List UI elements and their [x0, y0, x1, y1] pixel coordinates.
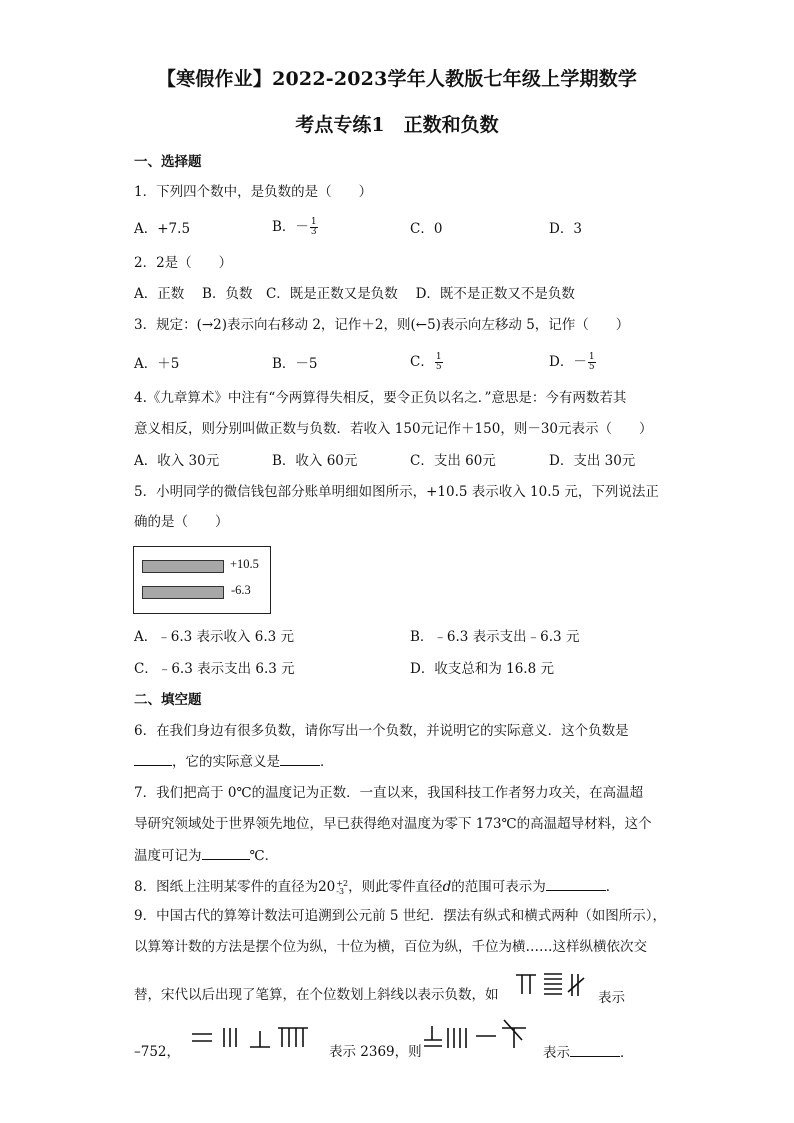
tolerance: +2 -3: [336, 878, 349, 896]
q9-line-3-end: 表示: [598, 990, 625, 1006]
answer-blank[interactable]: [546, 876, 606, 891]
q1-stem: 1．下列四个数中，是负数的是（ ）: [134, 184, 373, 200]
q9-line-4-a: –752，: [134, 1044, 181, 1060]
q3-option-d: D．－ $\frac{1}{5}$: [549, 352, 595, 372]
counting-rods-2369: [190, 1025, 312, 1051]
q1-option-b: B．－ $\frac{1}{3}$: [272, 217, 317, 237]
q1-option-a: A．+7.5: [134, 221, 191, 237]
income-bar: [142, 560, 224, 573]
q5-option-b: B．﹣6.3 表示支出﹣6.3 元: [410, 629, 580, 645]
expense-label: -6.3: [231, 583, 251, 597]
section-fill-heading: 二、填空题: [134, 692, 202, 708]
q7-line-3: 温度可记为 ℃．: [134, 845, 278, 866]
q1-option-d: D．3: [549, 221, 582, 237]
q5-option-c: C．﹣6.3 表示支出 6.3 元: [134, 661, 295, 677]
q9-line-4-b: 表示 2369，则: [329, 1044, 422, 1060]
q4-option-d: D．支出 30元: [549, 453, 636, 469]
answer-blank[interactable]: [202, 845, 250, 860]
title-line-2: 考点专练1 正数和负数: [295, 114, 499, 136]
q6-line-2: ，它的实际意义是 ．: [134, 751, 334, 772]
q9-line-3-text: 替，宋代以后出现了笔算，在个位数划上斜线以表示负数，如: [134, 987, 499, 1003]
q4-option-b: B．收入 60元: [272, 453, 358, 469]
answer-blank[interactable]: [134, 751, 172, 766]
q6-line-1: 6．在我们身边有很多负数，请你写出一个负数，并说明它的实际意义．这个负数是: [134, 723, 629, 739]
section-choice-heading: 一、选择题: [134, 154, 202, 170]
q4-line-2: 意义相反，则分别叫做正数与负数．若收入 150元记作＋150，则－30元表示（ ）: [134, 421, 653, 437]
counting-rods-question: [422, 1018, 530, 1052]
counting-rods-neg752: [514, 972, 586, 998]
fraction: $\frac{1}{3}$: [310, 217, 317, 237]
fraction: $\frac{1}{5}$: [435, 352, 442, 372]
q2-stem: 2．2是（ ）: [134, 255, 233, 271]
fraction: $\frac{1}{5}$: [588, 352, 595, 372]
q5-line-1: 5．小明同学的微信钱包部分账单明细如图所示，+10.5 表示收入 10.5 元，下列说法正: [134, 484, 659, 500]
answer-blank[interactable]: [570, 1042, 620, 1057]
q4-option-a: A．收入 30元: [134, 453, 220, 469]
q3-stem: 3．规定：(→2)表示向右移动 2，记作＋2，则(←5)表示向左移动 5，记作（ ）: [134, 317, 630, 333]
wallet-bill-figure: [133, 546, 271, 614]
title-line-1: 【寒假作业】2022-2023学年人教版七年级上学期数学: [156, 68, 638, 90]
q9-line-1: 9．中国古代的算筹计数法可追溯到公元前 5 世纪．摆法有纵式和横式两种（如图所示），: [134, 908, 667, 924]
q3-option-b: B．－5: [272, 356, 318, 372]
q4-option-c: C．支出 60元: [410, 453, 496, 469]
q5-option-a: A．﹣6.3 表示收入 6.3 元: [134, 629, 295, 645]
q3-option-c: C． $\frac{1}{5}$: [410, 352, 442, 372]
expense-bar: [142, 586, 224, 599]
income-label: +10.5: [230, 557, 259, 571]
q7-line-1: 7．我们把高于 0℃的温度记为正数．一直以来，我国科技工作者努力攻关，在高温超: [134, 785, 644, 801]
q5-line-2: 确的是（ ）: [134, 514, 229, 530]
q9-line-2: 以算筹计数的方法是摆个位为纵，十位为横，百位为纵，千位为横……这样纵横依次交: [134, 939, 647, 955]
q4-line-1: 4.《九章算术》中注有“今两算得失相反，要令正负以名之．”意思是：今有两数若其: [134, 390, 627, 406]
q9-line-4-c: 表示 ．: [543, 1042, 634, 1063]
answer-blank[interactable]: [280, 751, 320, 766]
q1-option-c: C．0: [410, 221, 443, 237]
q3-option-a: A．＋5: [134, 356, 180, 372]
q5-option-d: D．收支总和为 16.8 元: [410, 661, 554, 677]
q7-line-2: 导研究领域处于世界领先地位，早已获得绝对温度为零下 173℃的高温超导材料，这个: [134, 816, 652, 832]
q2-options: A．正数 B．负数 C．既是正数又是负数 D．既不是正数又不是负数: [134, 286, 575, 302]
q8-line: 8．图纸上注明某零件的直径为20 +2 -3 ，则此零件直径d的范围可表示为 ．: [134, 876, 619, 897]
